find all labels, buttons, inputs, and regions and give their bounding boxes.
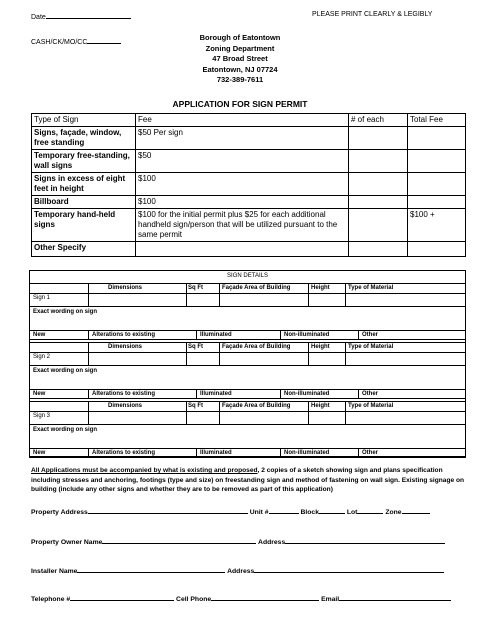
installer-name-input[interactable]: [77, 565, 225, 573]
owner-address-input[interactable]: [285, 536, 445, 544]
fee-table-header: [32, 114, 466, 127]
row-count-cell[interactable]: [349, 209, 408, 242]
row-fee[interactable]: [136, 242, 349, 257]
column-divider: [88, 283, 89, 306]
installer-address-label: Address: [227, 568, 255, 575]
divider-line: [29, 457, 466, 458]
column-divider: [219, 342, 220, 365]
column-height: Height: [311, 403, 330, 409]
column-divider: [196, 330, 197, 339]
row-count-cell[interactable]: [349, 196, 408, 209]
sign-label: Sign 3: [33, 413, 51, 419]
payment-label: CASH/CK/MO/CC: [31, 39, 88, 46]
requirements-note: [31, 466, 465, 495]
column-divider: [186, 283, 187, 306]
installer-row: [31, 565, 444, 575]
installer-address-input[interactable]: [254, 565, 444, 573]
row-fee: $100: [136, 173, 349, 196]
installer-name-label: Installer Name: [31, 568, 78, 575]
row-type: Temporary hand-held signs: [32, 209, 136, 242]
header-type: Type of Sign: [32, 114, 136, 127]
owner-name-input[interactable]: [102, 536, 256, 544]
divider-line: [29, 342, 466, 343]
row-total-cell[interactable]: $100 +: [408, 209, 466, 242]
owner-name-label: Property Owner Name: [31, 539, 103, 546]
option-illuminated[interactable]: Illuminated: [200, 450, 232, 456]
print-note: PLEASE PRINT CLEARLY & LEGIBLY: [312, 11, 433, 18]
option-illuminated[interactable]: Illuminated: [200, 391, 232, 397]
owner-address-label: Address: [258, 539, 286, 546]
sign-label: Sign 2: [33, 354, 51, 360]
column-divider: [280, 448, 281, 457]
exact-wording-label: Exact wording on sign: [33, 427, 98, 433]
column-divider: [308, 283, 309, 306]
date-input-line[interactable]: [46, 11, 131, 19]
column-divider: [196, 448, 197, 457]
header-count: # of each: [349, 114, 408, 127]
payment-field[interactable]: [31, 36, 121, 46]
office-address-block: [160, 33, 320, 86]
column-facade-area: Façade Area of Building: [222, 344, 291, 350]
sign-details-title: SIGN DETAILS: [227, 273, 268, 279]
column-height: Height: [311, 344, 330, 350]
telephone-input[interactable]: [70, 593, 174, 601]
column-divider: [88, 448, 89, 457]
owner-row: [31, 536, 445, 546]
row-type: Temporary free-standing, wall signs: [32, 150, 136, 173]
telephone-label: Telephone #: [31, 596, 71, 603]
unit-input[interactable]: [269, 506, 299, 514]
office-department: Zoning Department: [205, 43, 275, 53]
requirements-note-text: , 2 copies of a sketch showing sign and plans specification including stresses and anchoring, footings (type and size) on freestanding sign and method of fastening on wall sign. Existing signage on building (include any other signs and whether they are to be removed as part of this application): [31, 467, 465, 493]
exact-wording-input[interactable]: [30, 317, 465, 329]
divider-line: [29, 293, 466, 294]
option-illuminated[interactable]: Illuminated: [200, 332, 232, 338]
divider-line: [29, 389, 466, 390]
column-divider: [358, 448, 359, 457]
office-name: Borough of Eatontown: [199, 33, 281, 42]
divider-line: [29, 306, 466, 307]
column-facade-area: Façade Area of Building: [222, 285, 291, 291]
column-material: Type of Material: [348, 285, 394, 291]
row-type: Signs in excess of eight feet in height: [32, 173, 136, 196]
option-non-illuminated[interactable]: Non-illuminated: [284, 391, 330, 397]
contact-row: [31, 593, 451, 603]
row-fee: $100: [136, 196, 349, 209]
column-divider: [280, 389, 281, 398]
divider-line: [29, 401, 466, 402]
row-type: Signs, façade, window, free standing: [32, 127, 136, 150]
divider-line: [29, 411, 466, 412]
divider-line: [29, 424, 466, 425]
column-facade-area: Façade Area of Building: [222, 403, 291, 409]
column-sqft: Sq Ft: [188, 285, 203, 291]
divider-line: [29, 398, 466, 399]
block-label: Block: [300, 509, 319, 516]
divider-line: [29, 352, 466, 353]
office-street: 47 Broad Street: [212, 54, 268, 63]
row-count-cell[interactable]: [349, 242, 408, 257]
page-title: APPLICATION FOR SIGN PERMIT: [172, 99, 308, 109]
zone-label: Zone: [385, 509, 402, 516]
row-total-cell[interactable]: [408, 173, 466, 196]
column-divider: [186, 401, 187, 424]
column-divider: [358, 330, 359, 339]
row-total-cell[interactable]: [408, 150, 466, 173]
option-new[interactable]: New: [33, 450, 46, 456]
office-phone: 732-389-7611: [216, 75, 264, 84]
column-divider: [88, 342, 89, 365]
column-material: Type of Material: [348, 403, 394, 409]
block-input[interactable]: [319, 506, 345, 514]
table-row: [32, 209, 466, 242]
table-row: [32, 196, 466, 209]
header-total: Total Fee: [408, 114, 466, 127]
column-sqft: Sq Ft: [188, 344, 203, 350]
column-divider: [280, 330, 281, 339]
column-divider: [345, 401, 346, 424]
divider-line: [29, 330, 466, 331]
row-total-cell[interactable]: [408, 196, 466, 209]
row-total-cell[interactable]: [408, 242, 466, 257]
fee-table: [31, 113, 466, 257]
option-other[interactable]: Other: [362, 332, 379, 338]
column-dimensions: Dimensions: [108, 285, 143, 291]
table-row: [32, 150, 466, 173]
column-divider: [308, 342, 309, 365]
row-fee: $50: [136, 150, 349, 173]
row-fee: $100 for the initial permit plus $25 for each additional handheld sign/person that will be utilized pursuant to the same permit: [136, 209, 349, 242]
row-count-cell[interactable]: [349, 127, 408, 150]
column-divider: [88, 330, 89, 339]
row-count-cell[interactable]: [349, 150, 408, 173]
header-fee: Fee: [136, 114, 349, 127]
table-row: [32, 173, 466, 196]
exact-wording-input[interactable]: [30, 435, 465, 447]
option-other[interactable]: Other: [362, 391, 379, 397]
row-type: Other Specify: [32, 242, 136, 257]
column-divider: [186, 342, 187, 365]
table-row: [32, 242, 466, 257]
cell-phone-input[interactable]: [211, 593, 319, 601]
option-new[interactable]: New: [33, 332, 46, 338]
row-total-cell[interactable]: [408, 127, 466, 150]
divider-line: [29, 283, 466, 284]
column-divider: [196, 389, 197, 398]
column-dimensions: Dimensions: [108, 344, 143, 350]
payment-input-line[interactable]: [87, 36, 121, 44]
column-divider: [88, 401, 89, 424]
office-city: Eatontown, NJ 07724: [202, 64, 278, 74]
column-divider: [219, 401, 220, 424]
column-divider: [219, 283, 220, 306]
option-alterations[interactable]: Alterations to existing: [92, 332, 156, 338]
divider-line: [29, 448, 466, 449]
exact-wording-label: Exact wording on sign: [33, 368, 98, 374]
date-field[interactable]: [31, 11, 131, 21]
divider-line: [29, 339, 466, 340]
zone-input[interactable]: [402, 506, 430, 514]
divider-line: [29, 365, 466, 366]
column-divider: [88, 389, 89, 398]
column-divider: [345, 283, 346, 306]
cell-phone-label: Cell Phone: [176, 596, 212, 603]
lot-input[interactable]: [357, 506, 383, 514]
option-non-illuminated[interactable]: Non-illuminated: [284, 332, 330, 338]
property-address-row: [31, 506, 430, 516]
email-input[interactable]: [339, 593, 451, 601]
exact-wording-input[interactable]: [30, 376, 465, 388]
unit-label: Unit #: [249, 509, 269, 516]
property-address-input[interactable]: [88, 506, 248, 514]
option-other[interactable]: Other: [362, 450, 379, 456]
table-row: [32, 127, 466, 150]
option-alterations[interactable]: Alterations to existing: [92, 391, 156, 397]
date-label: Date: [31, 14, 46, 21]
column-material: Type of Material: [348, 344, 394, 350]
option-new[interactable]: New: [33, 391, 46, 397]
sign-label: Sign 1: [33, 295, 51, 301]
row-count-cell[interactable]: [349, 173, 408, 196]
column-sqft: Sq Ft: [188, 403, 203, 409]
column-divider: [358, 389, 359, 398]
row-fee: $50 Per sign: [136, 127, 349, 150]
email-label: Email: [321, 596, 340, 603]
option-non-illuminated[interactable]: Non-illuminated: [284, 450, 330, 456]
exact-wording-label: Exact wording on sign: [33, 309, 98, 315]
requirements-note-underlined: All Applications must be accompanied by what is existing and proposed: [31, 467, 258, 474]
row-type: Billboard: [32, 196, 136, 209]
column-height: Height: [311, 285, 330, 291]
property-address-label: Property Address: [31, 509, 88, 516]
column-dimensions: Dimensions: [108, 403, 143, 409]
lot-label: Lot: [346, 509, 358, 516]
option-alterations[interactable]: Alterations to existing: [92, 450, 156, 456]
column-divider: [308, 401, 309, 424]
column-divider: [345, 342, 346, 365]
